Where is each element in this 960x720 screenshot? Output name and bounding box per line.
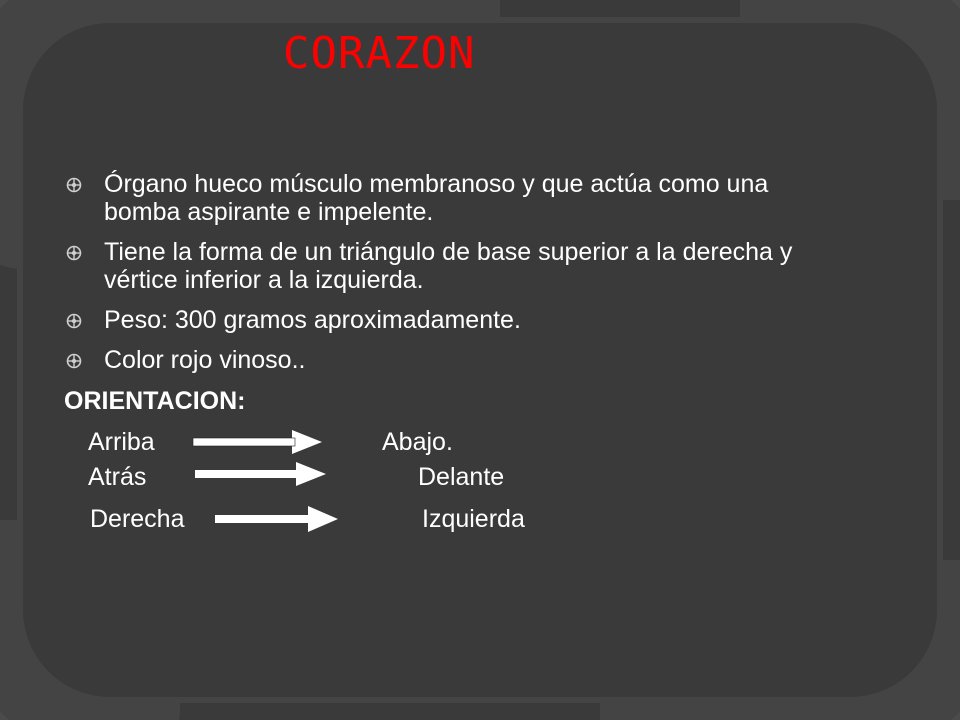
orientation-heading: ORIENTACION: xyxy=(64,387,246,415)
bullet-text: Peso: 300 gramos aproximadamente. xyxy=(104,306,521,334)
bullet-text: Órgano hueco músculo membranoso y que actúa como una bomba aspirante e impelente. xyxy=(104,170,769,226)
bullet-item xyxy=(64,346,824,374)
target-bullet-icon xyxy=(66,245,82,261)
orientation-to-label: Abajo. xyxy=(382,428,453,456)
right-arrow-icon xyxy=(192,428,324,456)
right-arrow-icon xyxy=(194,460,328,488)
bullet-text: Tiene la forma de un triángulo de base superior a la derecha y vértice inferior a la izquierda. xyxy=(104,238,793,294)
right-arrow-icon xyxy=(214,504,340,534)
orientation-to-label: Delante xyxy=(418,463,505,491)
bullet-text: Color rojo vinoso.. xyxy=(104,346,306,374)
target-bullet-icon xyxy=(66,177,82,193)
bullet-item xyxy=(64,238,824,294)
orientation-to-label: Izquierda xyxy=(422,505,525,533)
orientation-from-label: Derecha xyxy=(90,505,185,533)
target-bullet-icon xyxy=(66,353,82,369)
bullet-item xyxy=(64,170,824,226)
target-bullet-icon xyxy=(66,313,82,329)
bullet-list xyxy=(64,170,824,386)
bullet-item xyxy=(64,306,824,334)
orientation-from-label: Arriba xyxy=(88,428,155,456)
orientation-from-label: Atrás xyxy=(88,463,147,491)
slide-title: CORAZON xyxy=(283,28,476,79)
